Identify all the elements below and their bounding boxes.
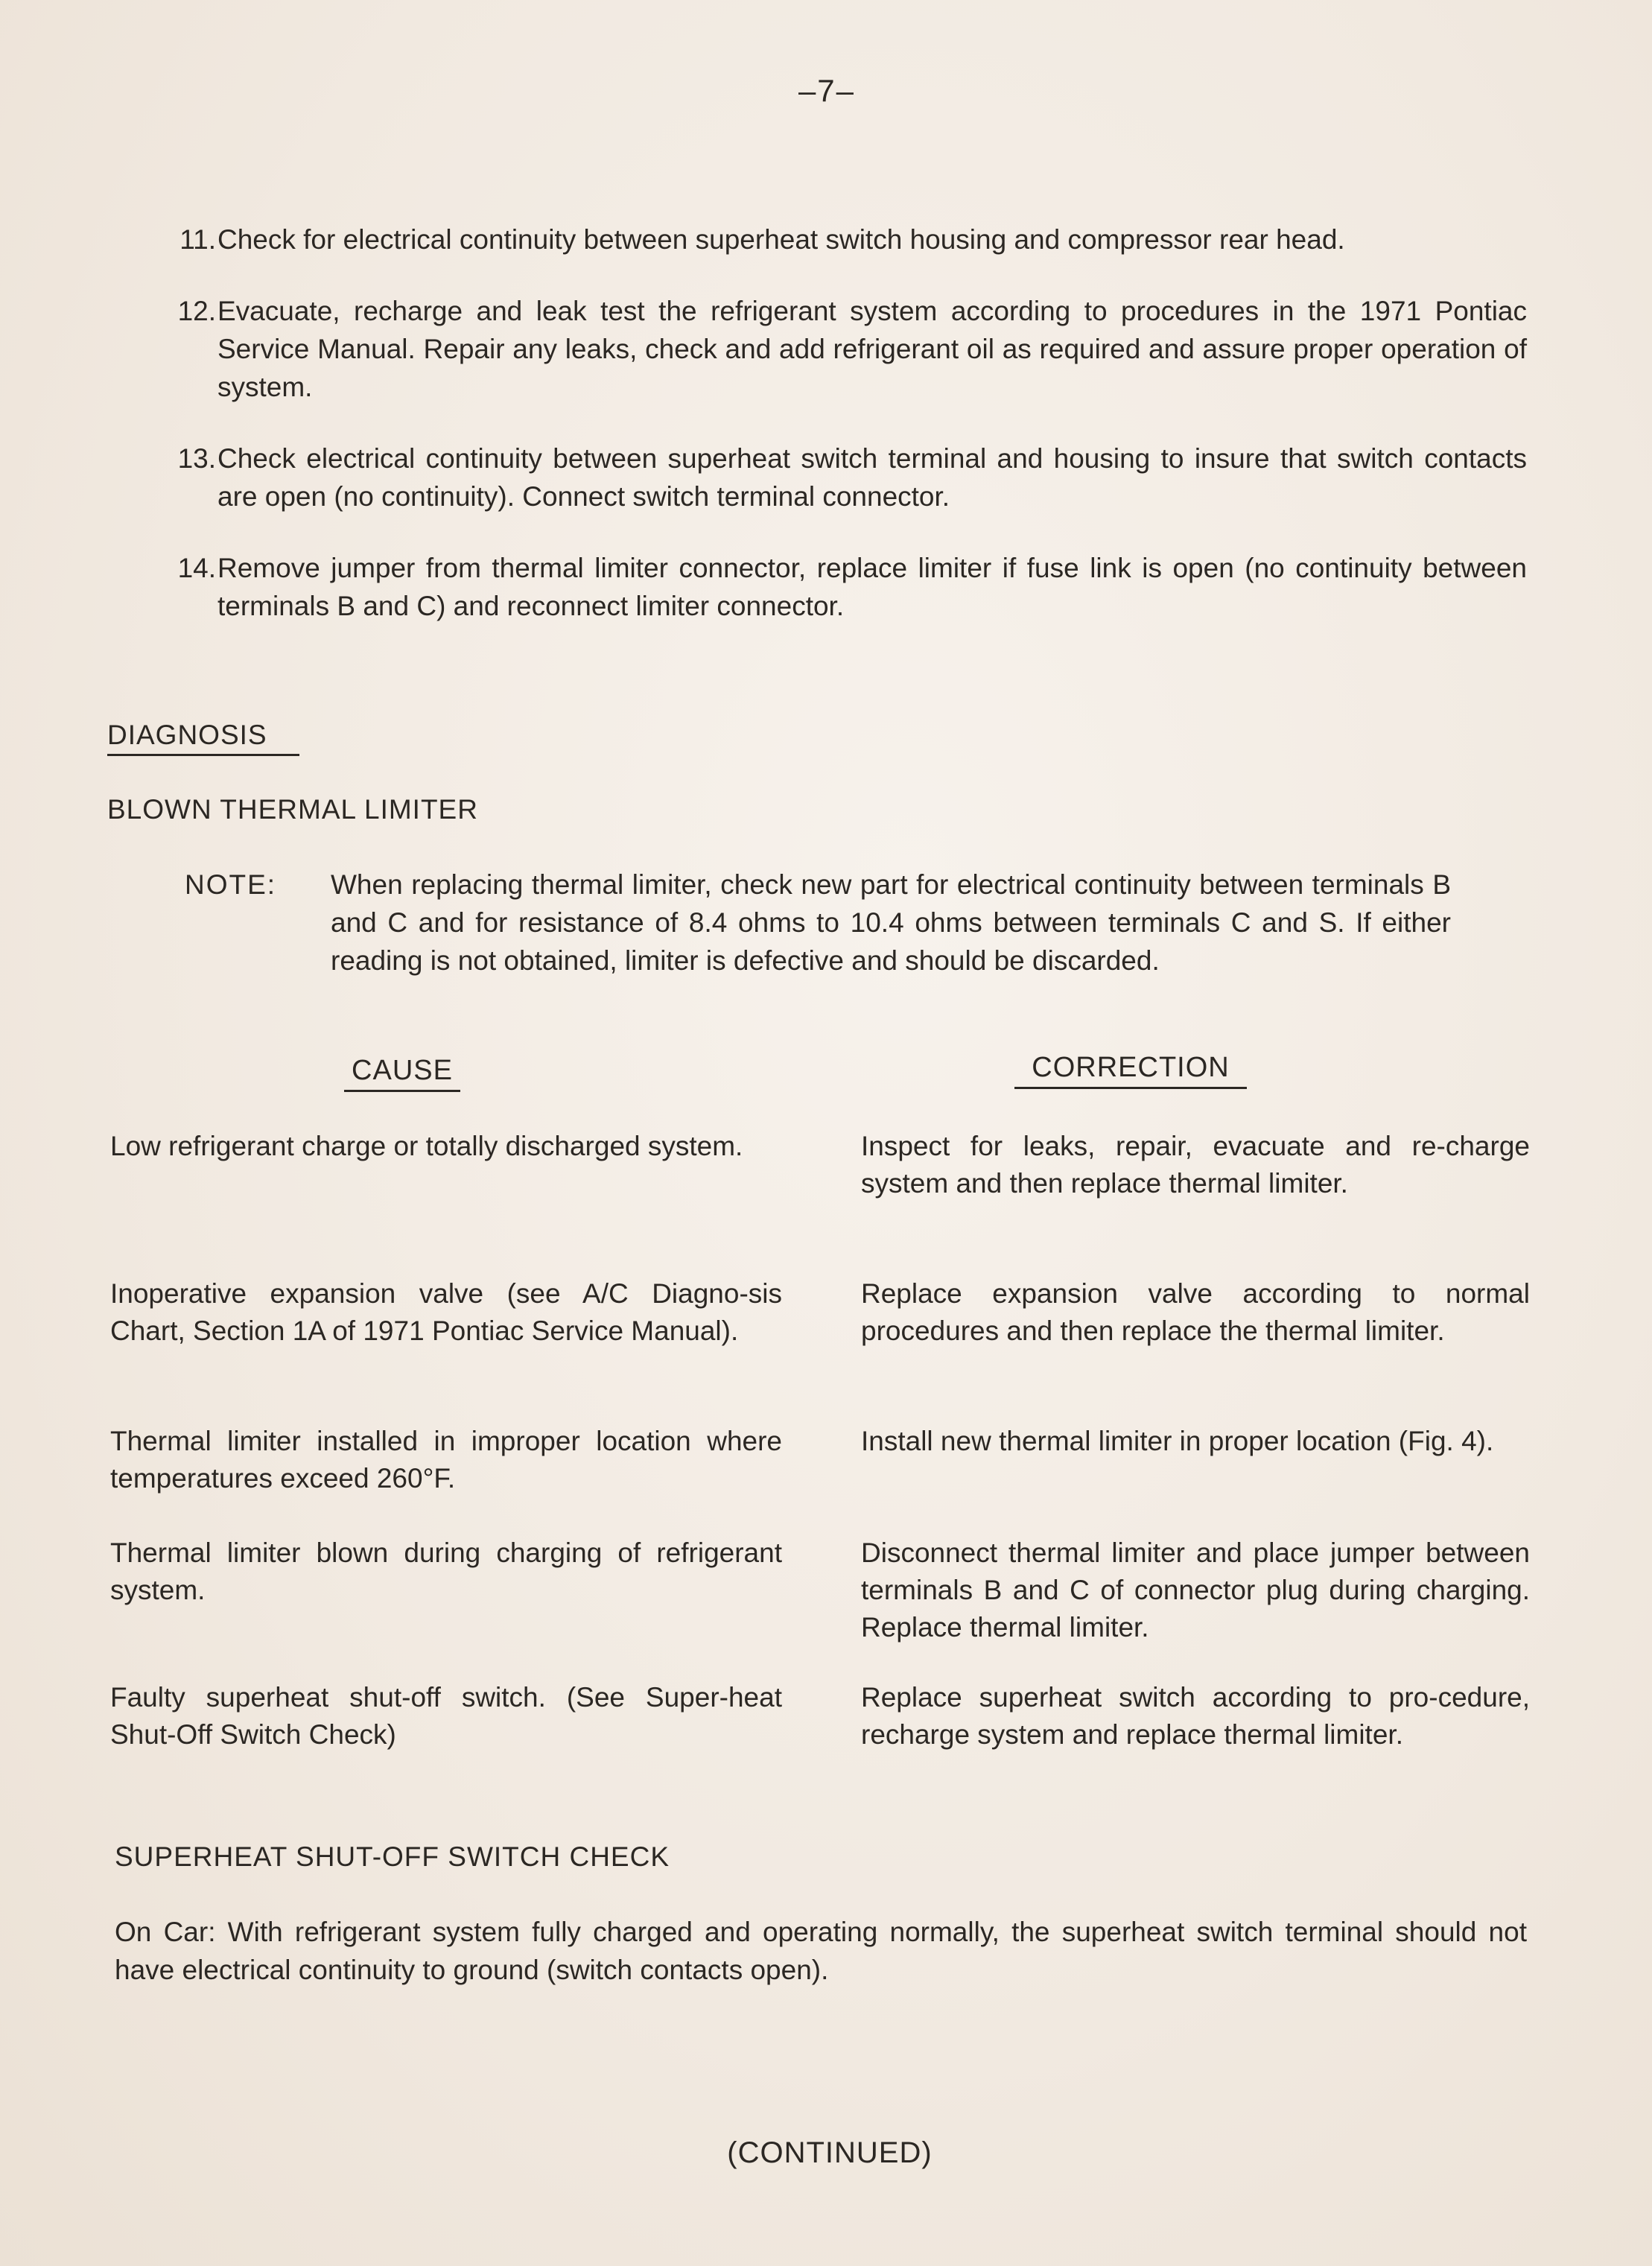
step-number: 11. — [180, 224, 216, 255]
correction-column-header: CORRECTION — [1014, 1052, 1247, 1089]
superheat-switch-check-heading: SUPERHEAT SHUT-OFF SWITCH CHECK — [115, 1841, 670, 1872]
step-item — [149, 549, 1527, 625]
correction-cell: Install new thermal limiter in proper location (Fig. 4). — [861, 1426, 1494, 1456]
note-text: When replacing thermal limiter, check new part for electrical continuity between terminals B and C and for resistance of 8.4 ohms to 10.4 ohms between terminals C and S. If either reading is not obtained, limiter is defective and should be discarded. — [331, 869, 1451, 976]
step-item — [149, 220, 1527, 258]
correction-cell: Replace superheat switch according to pro-cedure, recharge system and replace thermal limiter. — [861, 1682, 1530, 1750]
diagnosis-heading: DIAGNOSIS — [107, 720, 299, 756]
table-row — [110, 1128, 1530, 1202]
note-block — [185, 866, 1451, 980]
note-label: NOTE: — [185, 869, 277, 900]
cause-cell: Low refrigerant charge or totally discharged system. — [110, 1131, 743, 1161]
step-text: Check for electrical continuity between superheat switch housing and compressor rear head. — [217, 224, 1345, 255]
step-item — [149, 439, 1527, 515]
table-row — [110, 1679, 1530, 1754]
table-row — [110, 1275, 1530, 1350]
correction-cell: Replace expansion valve according to normal procedures and then replace the thermal limiter. — [861, 1278, 1530, 1346]
procedure-steps — [149, 220, 1527, 658]
step-number: 14. — [177, 553, 216, 583]
step-item — [149, 292, 1527, 406]
on-car-paragraph: On Car: With refrigerant system fully charged and operating normally, the superheat switch terminal should not have electrical continuity to ground (switch contacts open). — [115, 1917, 1527, 1985]
continued-label: (CONTINUED) — [727, 2136, 933, 2169]
correction-cell: Disconnect thermal limiter and place jumper between terminals B and C of connector plug during charging. Replace thermal limiter. — [861, 1537, 1530, 1643]
table-row — [110, 1423, 1530, 1497]
cause-column-header: CAUSE — [344, 1055, 460, 1092]
step-text: Evacuate, recharge and leak test the refrigerant system according to procedures in the 1971 Pontiac Service Manual. Repair any leaks, check and add refrigerant oil as required and assure proper operation of system. — [217, 296, 1527, 402]
table-row — [110, 1535, 1530, 1646]
cause-cell: Thermal limiter installed in improper location where temperatures exceed 260°F. — [110, 1426, 782, 1494]
step-text: Check electrical continuity between superheat switch terminal and housing to insure that switch contacts are open (no continuity). Connect switch terminal connector. — [217, 443, 1527, 512]
step-text: Remove jumper from thermal limiter connector, replace limiter if fuse link is open (no continuity between terminals B and C) and reconnect limiter connector. — [217, 553, 1527, 621]
page-number: –7– — [798, 73, 856, 108]
step-number: 13. — [177, 443, 216, 474]
cause-cell: Inoperative expansion valve (see A/C Diagno-sis Chart, Section 1A of 1971 Pontiac Service Manual). — [110, 1278, 782, 1346]
cause-cell: Faulty superheat shut-off switch. (See Super-heat Shut-Off Switch Check) — [110, 1682, 782, 1750]
cause-cell: Thermal limiter blown during charging of refrigerant system. — [110, 1537, 782, 1605]
correction-cell: Inspect for leaks, repair, evacuate and re-charge system and then replace thermal limiter. — [861, 1131, 1530, 1199]
blown-thermal-limiter-heading: BLOWN THERMAL LIMITER — [107, 794, 478, 825]
step-number: 12. — [177, 296, 216, 326]
